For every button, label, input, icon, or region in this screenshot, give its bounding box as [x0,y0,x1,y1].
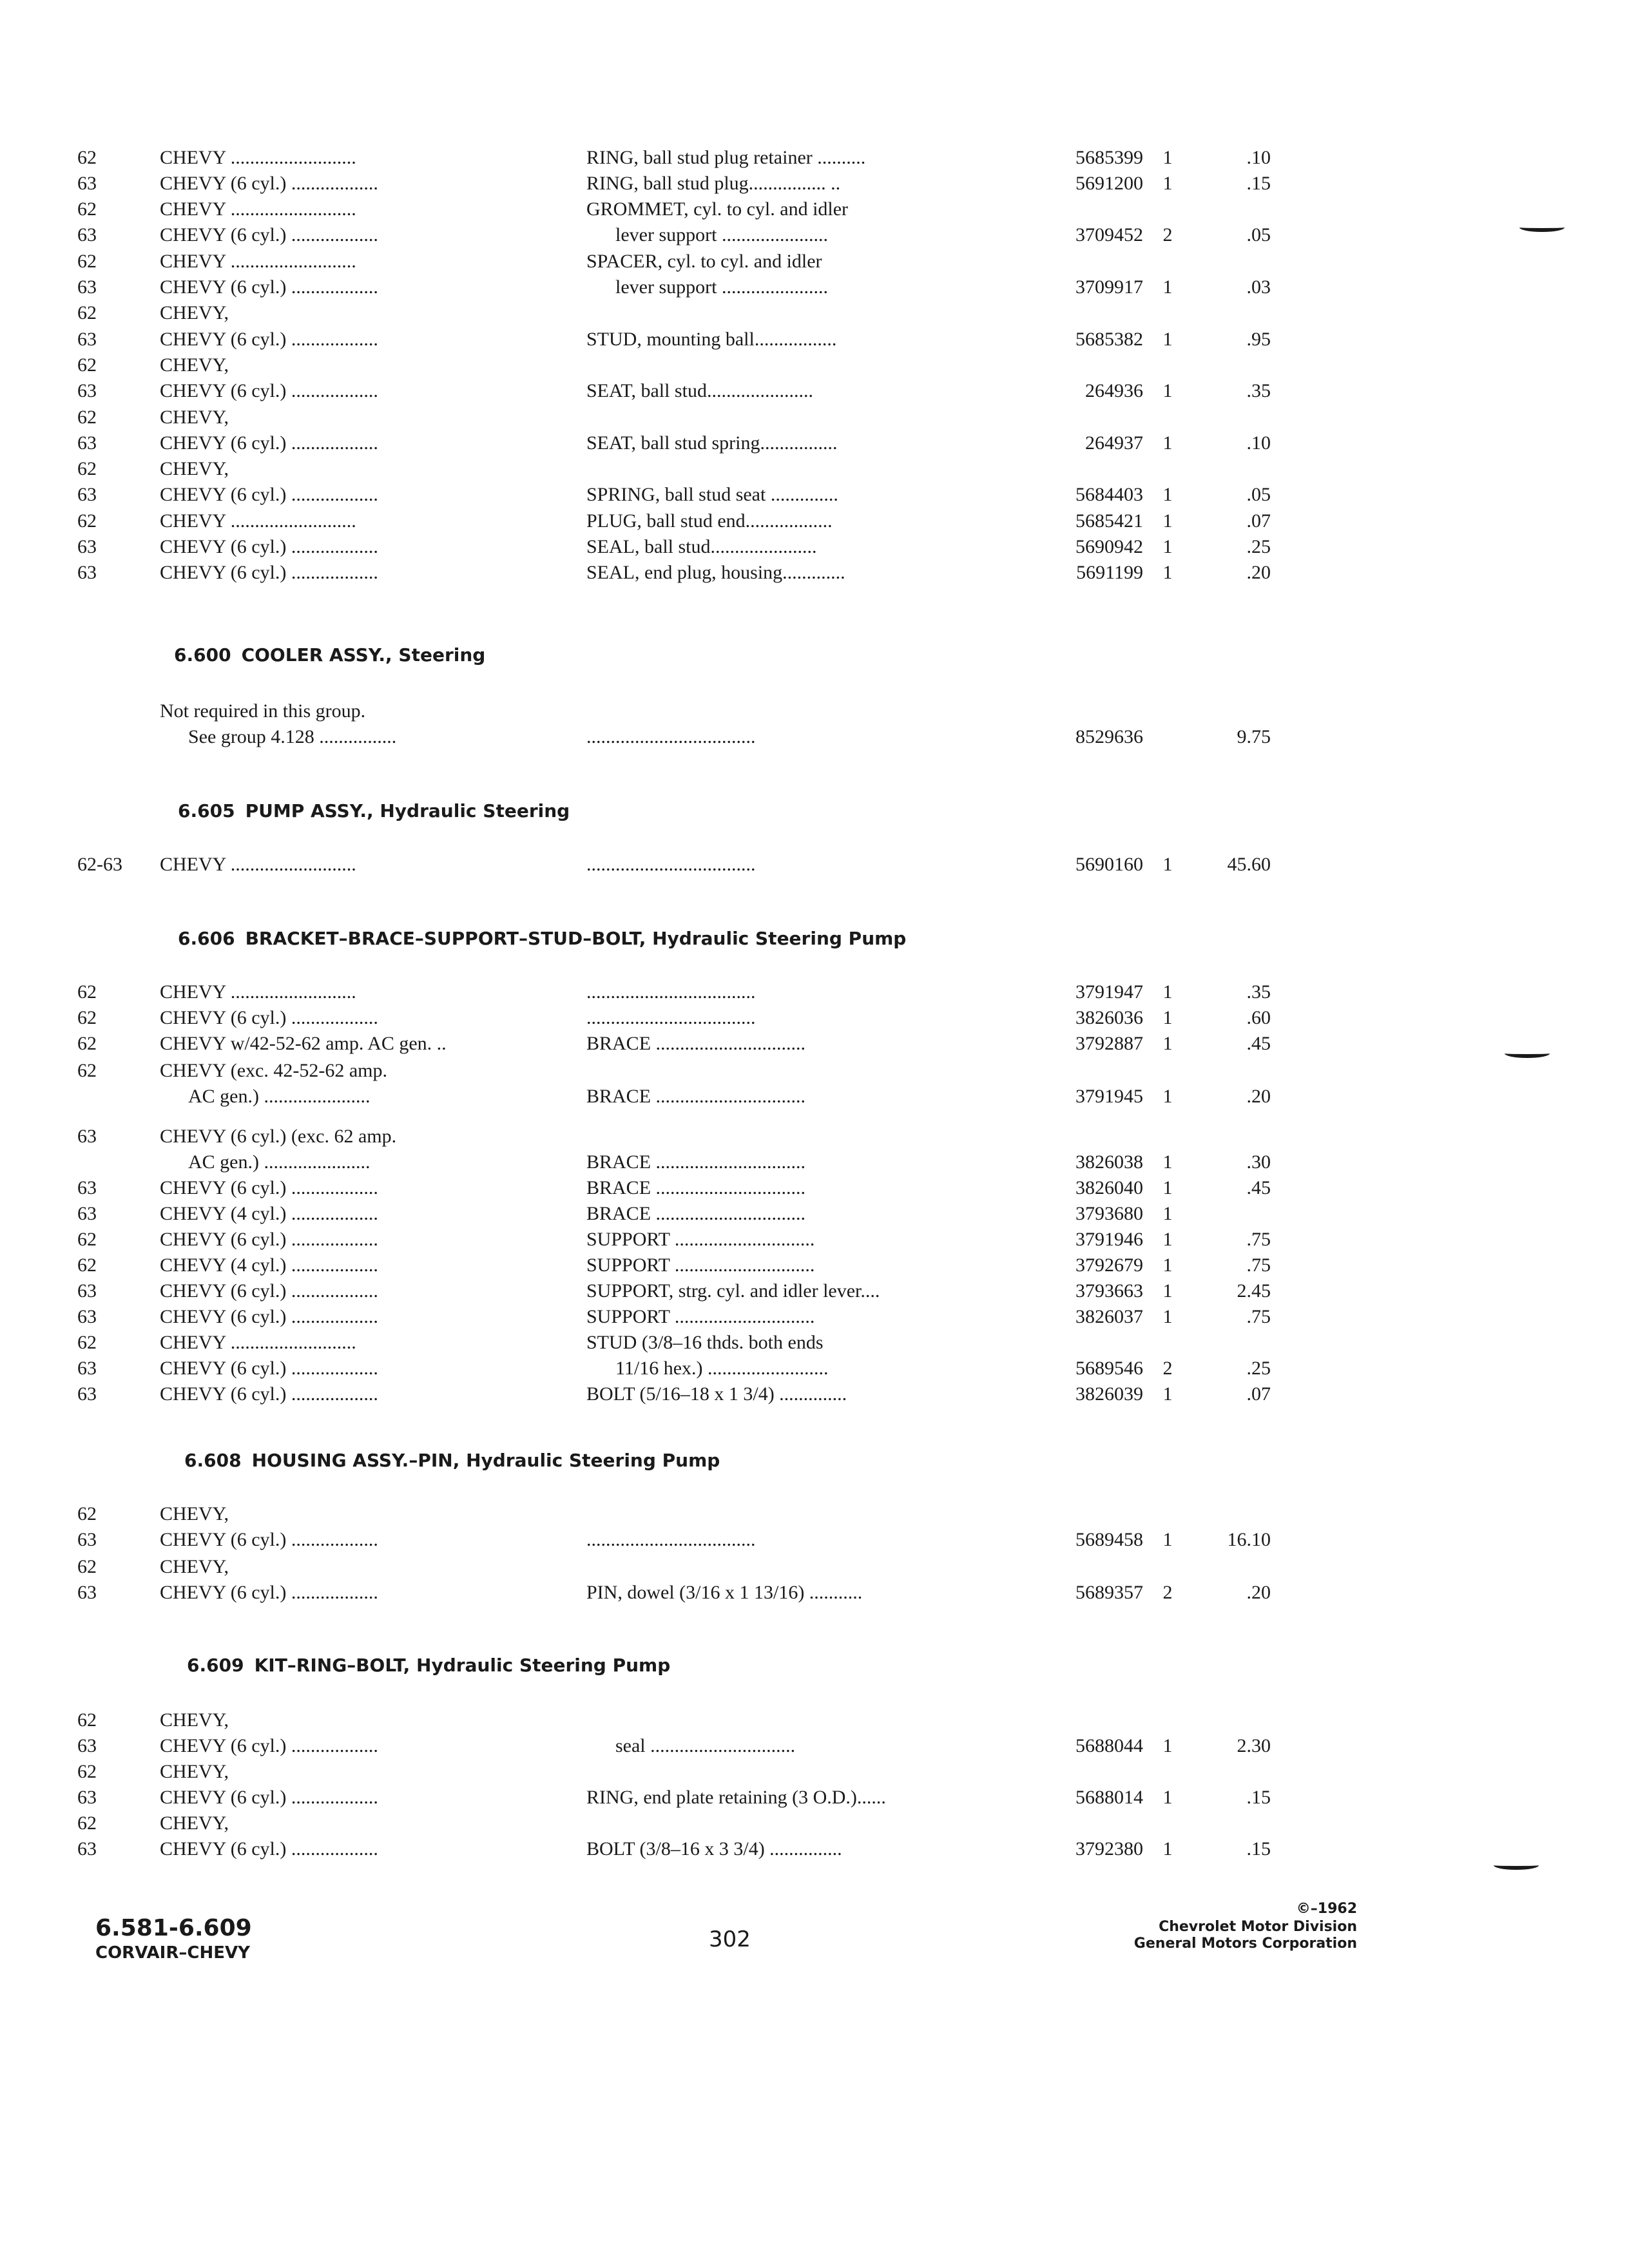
quantity-cell: 1 [1162,173,1173,194]
section-number: 6.605 [178,800,235,822]
parts-row [0,559,1629,587]
model-cell: CHEVY (6 cyl.) .................. [160,1529,378,1550]
footer-division: Chevrolet Motor Division [1159,1919,1357,1935]
section-heading [184,1450,720,1471]
section-title: COOLER ASSY., Steering [241,644,486,666]
year-cell: 62 [77,147,97,168]
part-number-cell: 264937 [1085,432,1143,454]
parts-row [0,1148,1629,1177]
description-cell: GROMMET, cyl. to cyl. and idler [586,198,849,220]
year-cell: 63 [77,276,97,298]
price-cell: .10 [1246,147,1271,168]
year-cell: 63 [77,173,97,194]
model-cell: CHEVY, [160,354,229,376]
quantity-cell: 1 [1162,1306,1173,1327]
price-cell: .75 [1246,1254,1271,1276]
quantity-cell: 2 [1162,1358,1173,1379]
description-cell: SUPPORT, strg. cyl. and idler lever.... [586,1280,880,1302]
price-cell: .60 [1246,1007,1271,1028]
year-cell: 62 [77,251,97,272]
parts-row [0,1057,1629,1085]
parts-row [0,247,1629,276]
description-cell: PLUG, ball stud end.................. [586,510,833,532]
price-cell: 9.75 [1237,726,1271,747]
price-cell: .20 [1246,562,1271,583]
footer-copyright: ©–1962 [1296,1901,1357,1917]
parts-row [0,1500,1629,1528]
part-number-cell: 3791947 [1075,981,1143,1003]
parts-row [0,1277,1629,1305]
model-cell: CHEVY, [160,1556,229,1577]
price-cell: .45 [1246,1033,1271,1054]
description-cell: BRACE ............................... [586,1177,806,1198]
quantity-cell: 1 [1162,981,1173,1003]
model-cell: AC gen.) ...................... [188,1151,371,1173]
section-number: 6.608 [184,1450,242,1471]
quantity-cell: 1 [1162,1383,1173,1405]
part-number-cell: 3826036 [1075,1007,1143,1028]
parts-row [0,144,1629,172]
parts-row [0,195,1629,224]
section-title: HOUSING ASSY.–PIN, Hydraulic Steering Pump [251,1450,720,1471]
year-cell: 62 [77,1254,97,1276]
quantity-cell: 1 [1162,510,1173,532]
description-cell: ................................... [586,1529,756,1550]
quantity-cell: 1 [1162,1151,1173,1173]
description-cell: BRACE ............................... [586,1151,806,1173]
footer-range: 6.581-6.609 [95,1915,252,1941]
parts-row [0,1225,1629,1254]
price-cell: .20 [1246,1582,1271,1603]
quantity-cell: 2 [1162,224,1173,245]
part-number-cell: 5685421 [1075,510,1143,532]
description-cell: SUPPORT ............................. [586,1306,815,1327]
price-cell: .03 [1246,276,1271,298]
price-cell: .15 [1246,173,1271,194]
model-cell: CHEVY (6 cyl.) .................. [160,1735,378,1756]
year-cell: 63 [77,329,97,350]
year-cell: 63 [77,380,97,401]
parts-row [0,299,1629,327]
year-cell: 62-63 [77,854,122,875]
model-cell: CHEVY .......................... [160,147,356,168]
parts-row [0,1783,1629,1812]
model-cell: CHEVY (6 cyl.) .................. [160,276,378,298]
price-cell: .15 [1246,1787,1271,1808]
year-cell: 63 [77,562,97,583]
model-cell: CHEVY .......................... [160,510,356,532]
model-cell: AC gen.) ...................... [188,1086,371,1107]
part-number-cell: 5685382 [1075,329,1143,350]
year-cell: 62 [77,1332,97,1353]
price-cell: 2.30 [1237,1735,1271,1756]
part-number-cell: 3793663 [1075,1280,1143,1302]
parts-row [0,351,1629,380]
section-number: 6.609 [187,1655,244,1676]
model-cell: CHEVY (6 cyl.) (exc. 62 amp. [160,1126,397,1147]
year-cell: 63 [77,1838,97,1860]
year-cell: 62 [77,458,97,479]
year-cell: 62 [77,1709,97,1731]
section-title: PUMP ASSY., Hydraulic Steering [245,800,570,822]
year-cell: 62 [77,1812,97,1834]
quantity-cell: 1 [1162,1280,1173,1302]
description-cell: RING, end plate retaining (3 O.D.)...... [586,1787,886,1808]
part-number-cell: 3826040 [1075,1177,1143,1198]
footer-model: CORVAIR–CHEVY [95,1943,250,1963]
model-cell: CHEVY .......................... [160,981,356,1003]
model-cell: CHEVY (4 cyl.) .................. [160,1203,378,1224]
parts-row [0,1758,1629,1786]
price-cell: .07 [1246,1383,1271,1405]
year-cell: 63 [77,1306,97,1327]
part-number-cell: 5689458 [1075,1529,1143,1550]
model-cell: CHEVY .......................... [160,1332,356,1353]
section-heading [174,644,485,666]
parts-row [0,978,1629,1006]
model-cell: CHEVY, [160,1812,229,1834]
price-cell: .15 [1246,1838,1271,1860]
part-number-cell: 5685399 [1075,147,1143,168]
quantity-cell: 1 [1162,380,1173,401]
price-cell: .30 [1246,1151,1271,1173]
description-cell: BRACE ............................... [586,1203,806,1224]
quantity-cell: 1 [1162,1254,1173,1276]
punch-mark [1505,1049,1550,1058]
quantity-cell: 1 [1162,1086,1173,1107]
year-cell: 63 [77,432,97,454]
price-cell: .75 [1246,1306,1271,1327]
part-number-cell: 3709452 [1075,224,1143,245]
year-cell: 62 [77,1229,97,1250]
parts-row [0,533,1629,561]
price-cell: .05 [1246,484,1271,505]
parts-row [0,1251,1629,1280]
part-number-cell: 5690942 [1075,536,1143,557]
parts-row [0,1030,1629,1058]
year-cell: 63 [77,1582,97,1603]
description-cell: SUPPORT ............................. [586,1254,815,1276]
description-cell: STUD (3/8–16 thds. both ends [586,1332,824,1353]
year-cell: 63 [77,1126,97,1147]
model-cell: CHEVY (6 cyl.) .................. [160,432,378,454]
description-cell: ................................... [586,1007,756,1028]
quantity-cell: 1 [1162,276,1173,298]
quantity-cell: 2 [1162,1582,1173,1603]
quantity-cell: 1 [1162,147,1173,168]
punch-mark [1494,1861,1539,1870]
description-cell: lever support ...................... [615,224,828,245]
quantity-cell: 1 [1162,1838,1173,1860]
year-cell: 63 [77,1529,97,1550]
part-number-cell: 3792380 [1075,1838,1143,1860]
parts-row [0,1835,1629,1863]
model-cell: CHEVY, [160,302,229,323]
parts-row [0,1553,1629,1581]
model-cell: CHEVY (6 cyl.) .................. [160,536,378,557]
quantity-cell: 1 [1162,1177,1173,1198]
description-cell: ................................... [586,981,756,1003]
section-heading [178,928,906,949]
page-number: 302 [709,1927,751,1952]
year-cell: 62 [77,510,97,532]
parts-row [0,723,1629,751]
price-cell: 2.45 [1237,1280,1271,1302]
price-cell: .75 [1246,1229,1271,1250]
model-cell: CHEVY, [160,407,229,428]
parts-row [0,455,1629,483]
year-cell: 63 [77,1383,97,1405]
part-number-cell: 5691199 [1076,562,1143,583]
price-cell: .35 [1246,380,1271,401]
part-number-cell: 5684403 [1075,484,1143,505]
year-cell: 62 [77,1033,97,1054]
parts-row [0,850,1629,879]
price-cell: .10 [1246,432,1271,454]
part-number-cell: 3792679 [1075,1254,1143,1276]
punch-mark [1519,223,1565,232]
price-cell: .95 [1246,329,1271,350]
description-cell: ................................... [586,854,756,875]
price-cell: 45.60 [1227,854,1271,875]
description-cell: BOLT (3/8–16 x 3 3/4) ............... [586,1838,842,1860]
description-cell: SEAL, end plug, housing............. [586,562,845,583]
description-cell: 11/16 hex.) ......................... [615,1358,829,1379]
parts-row [0,403,1629,432]
model-cell: CHEVY (6 cyl.) .................. [160,224,378,245]
description-cell: BRACE ............................... [586,1033,806,1054]
part-number-cell: 5688014 [1075,1787,1143,1808]
parts-row [0,1200,1629,1228]
parts-row [0,1082,1629,1111]
price-cell: .25 [1246,1358,1271,1379]
quantity-cell: 1 [1162,1787,1173,1808]
part-number-cell: 3791946 [1075,1229,1143,1250]
year-cell: 63 [77,1280,97,1302]
model-cell: CHEVY (6 cyl.) .................. [160,562,378,583]
year-cell: 63 [77,1177,97,1198]
parts-row [0,1004,1629,1032]
description-cell: SPACER, cyl. to cyl. and idler [586,251,822,272]
section-title: KIT–RING–BOLT, Hydraulic Steering Pump [254,1655,671,1676]
model-cell: CHEVY (6 cyl.) .................. [160,484,378,505]
price-cell: .20 [1246,1086,1271,1107]
model-cell: CHEVY .......................... [160,854,356,875]
model-cell: CHEVY (6 cyl.) .................. [160,173,378,194]
quantity-cell: 1 [1162,484,1173,505]
parts-row [0,1809,1629,1838]
section-number: 6.600 [174,644,231,666]
description-cell: SUPPORT ............................. [586,1229,815,1250]
description-cell: SPRING, ball stud seat .............. [586,484,838,505]
quantity-cell: 1 [1162,1735,1173,1756]
model-cell: CHEVY .......................... [160,198,356,220]
parts-row [0,169,1629,198]
year-cell: 63 [77,536,97,557]
price-cell: .35 [1246,981,1271,1003]
quantity-cell: 1 [1162,1529,1173,1550]
parts-row [0,1354,1629,1383]
year-cell: 62 [77,1007,97,1028]
year-cell: 63 [77,1203,97,1224]
quantity-cell: 1 [1162,1033,1173,1054]
year-cell: 63 [77,484,97,505]
price-cell: .45 [1246,1177,1271,1198]
parts-row [0,1174,1629,1202]
description-cell: STUD, mounting ball................. [586,329,837,350]
part-number-cell: 3826038 [1075,1151,1143,1173]
parts-row [0,273,1629,302]
year-cell: 62 [77,1761,97,1782]
part-number-cell: 3826039 [1075,1383,1143,1405]
description-cell: seal .............................. [615,1735,796,1756]
year-cell: 62 [77,354,97,376]
quantity-cell: 1 [1162,1229,1173,1250]
parts-row [0,429,1629,457]
model-cell: CHEVY (6 cyl.) .................. [160,1177,378,1198]
model-cell: CHEVY, [160,1503,229,1524]
description-cell: lever support ...................... [615,276,828,298]
parts-row [0,1122,1629,1151]
parts-row [0,325,1629,354]
parts-row [0,221,1629,249]
model-cell: CHEVY (6 cyl.) .................. [160,1280,378,1302]
section-title: BRACKET–BRACE–SUPPORT–STUD–BOLT, Hydraulic Steering Pump [245,928,907,949]
year-cell: 63 [77,1735,97,1756]
description-cell: PIN, dowel (3/16 x 1 13/16) ........... [586,1582,863,1603]
parts-row [0,1526,1629,1554]
model-cell: CHEVY (6 cyl.) .................. [160,329,378,350]
quantity-cell: 1 [1162,432,1173,454]
description-cell: RING, ball stud plug................ .. [586,173,841,194]
year-cell: 62 [77,1060,97,1081]
quantity-cell: 1 [1162,1203,1173,1224]
part-number-cell: 3791945 [1075,1086,1143,1107]
model-cell: CHEVY, [160,458,229,479]
part-number-cell: 3826037 [1075,1306,1143,1327]
parts-row [0,697,1629,726]
description-cell: RING, ball stud plug retainer .......... [586,147,866,168]
quantity-cell: 1 [1162,562,1173,583]
part-number-cell: 5691200 [1075,173,1143,194]
model-cell: CHEVY (6 cyl.) .................. [160,1838,378,1860]
model-cell: CHEVY (6 cyl.) .................. [160,1787,378,1808]
parts-row [0,1579,1629,1607]
model-cell: CHEVY (6 cyl.) .................. [160,1383,378,1405]
model-cell: CHEVY w/42-52-62 amp. AC gen. .. [160,1033,447,1054]
price-cell: .25 [1246,536,1271,557]
year-cell: 62 [77,981,97,1003]
model-cell: CHEVY (6 cyl.) .................. [160,1229,378,1250]
model-cell: CHEVY, [160,1709,229,1731]
parts-row [0,1732,1629,1760]
part-number-cell: 8529636 [1075,726,1143,747]
parts-row [0,481,1629,509]
model-cell: CHEVY (6 cyl.) .................. [160,1007,378,1028]
year-cell: 62 [77,1503,97,1524]
part-number-cell: 5689546 [1075,1358,1143,1379]
year-cell: 62 [77,407,97,428]
model-cell: CHEVY (exc. 42-52-62 amp. [160,1060,387,1081]
parts-row [0,1329,1629,1357]
year-cell: 62 [77,1556,97,1577]
part-number-cell: 3792887 [1075,1033,1143,1054]
year-cell: 63 [77,1787,97,1808]
quantity-cell: 1 [1162,1007,1173,1028]
quantity-cell: 1 [1162,329,1173,350]
description-cell: BOLT (5/16–18 x 1 3/4) .............. [586,1383,847,1405]
parts-row [0,377,1629,405]
quantity-cell: 1 [1162,536,1173,557]
footer-corporation: General Motors Corporation [1133,1936,1357,1952]
model-cell: CHEVY (6 cyl.) .................. [160,1306,378,1327]
model-cell: CHEVY, [160,1761,229,1782]
section-number: 6.606 [178,928,235,949]
part-number-cell: 5690160 [1075,854,1143,875]
quantity-cell: 1 [1162,854,1173,875]
description-cell: SEAT, ball stud...................... [586,380,813,401]
model-cell: Not required in this group. [160,700,366,722]
year-cell: 63 [77,224,97,245]
parts-row [0,507,1629,535]
model-cell: CHEVY (6 cyl.) .................. [160,380,378,401]
price-cell: .07 [1246,510,1271,532]
year-cell: 63 [77,1358,97,1379]
model-cell: CHEVY (6 cyl.) .................. [160,1358,378,1379]
price-cell: .05 [1246,224,1271,245]
model-cell: CHEVY .......................... [160,251,356,272]
year-cell: 62 [77,198,97,220]
part-number-cell: 264936 [1085,380,1143,401]
year-cell: 62 [77,302,97,323]
part-number-cell: 5688044 [1075,1735,1143,1756]
parts-row [0,1706,1629,1735]
part-number-cell: 3709917 [1075,276,1143,298]
parts-row [0,1303,1629,1331]
description-cell: BRACE ............................... [586,1086,806,1107]
parts-row [0,1380,1629,1408]
model-cell: CHEVY (6 cyl.) .................. [160,1582,378,1603]
description-cell: ................................... [586,726,756,747]
part-number-cell: 5689357 [1075,1582,1143,1603]
section-heading [178,800,570,822]
description-cell: SEAT, ball stud spring................ [586,432,838,454]
model-cell: CHEVY (4 cyl.) .................. [160,1254,378,1276]
part-number-cell: 3793680 [1075,1203,1143,1224]
model-cell: See group 4.128 ................ [188,726,397,747]
description-cell: SEAL, ball stud...................... [586,536,817,557]
price-cell: 16.10 [1227,1529,1271,1550]
section-heading [187,1655,670,1676]
